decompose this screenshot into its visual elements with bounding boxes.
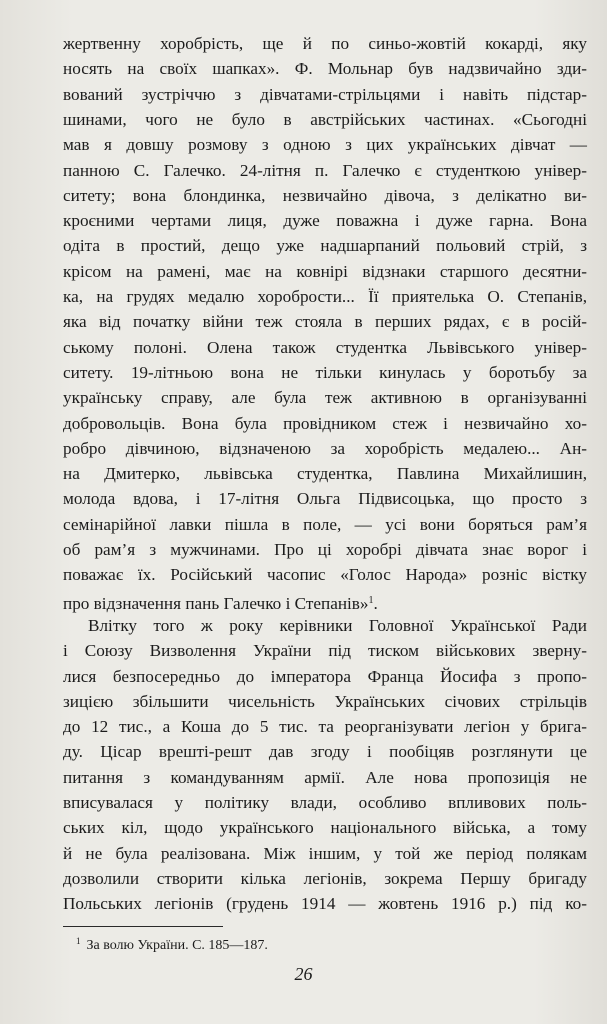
text-line: ка, на грудях медалю хоробрости... Її приятелька О. Степанів,: [63, 287, 587, 306]
text-line: й не була реалізована. Між іншим, у той же період полякам: [63, 843, 587, 863]
text-line: ситету. 19-літньою вона не тільки кинулась у боротьбу за: [63, 362, 587, 382]
text-line: поважає їх. Російський часопис «Голос Народа» розніс вістку: [63, 565, 587, 585]
page-number: 26: [294, 963, 313, 984]
text-line: об рам’я з мужчинами. Про ці хоробрі дівчата знає ворог і: [63, 540, 587, 559]
text-line: одіта в простий, дещо уже надшарпаний польовий стрій, з: [63, 236, 587, 256]
text-line: до 12 тис., а Коша до 5 тис. та реорганізувати легіон у брига-: [63, 717, 587, 737]
text-line: Польських легіонів (грудень 1914 — жовтень 1916 р.) під ко-: [63, 894, 587, 914]
text-line: крісом на рамені, має на ковнірі відзнаки старшого десятни-: [63, 261, 587, 281]
text-line: Влітку того ж року керівники Головної Української Ради: [88, 615, 587, 635]
text-line: панною С. Галечко. 24-літня п. Галечко є студенткою універ-: [63, 160, 587, 180]
text-line: добровольців. Вона була провідником стеж і незвичайно хо-: [63, 413, 587, 433]
text-line: ському полоні. Олена також студентка Львівського універ-: [63, 337, 587, 357]
text-line: питання з командуванням армії. Але нова пропозиція не: [63, 767, 587, 787]
text-line: ситету; вона блондинка, незвичайно дівоча, з делікатно ви-: [63, 185, 587, 205]
text-line: лися безпосередньо до імператора Франца Йосифа з пропо-: [63, 666, 587, 686]
text-line: робро дівчиною, відзначеною за хоробрість медалею... Ан-: [63, 438, 587, 458]
text-line: яка від початку війни теж стояла в перших рядах, є в росій-: [63, 312, 587, 332]
text-line: і Союзу Визволення України під тиском військових зверну-: [63, 641, 587, 661]
text-line: носять на своїх шапках». Ф. Мольнар був надзвичайно зди-: [63, 59, 587, 79]
text-line: вписувалася у політику влади, особливо впливових поль-: [63, 793, 587, 812]
footnote-marker: 1: [76, 935, 81, 946]
text-line-end: [63, 589, 587, 616]
text-line: українську справу, але була теж активною в організуванні: [63, 388, 587, 408]
paragraph-end-text: про відзначення пань Галечко і Степанів»: [63, 593, 369, 613]
footnote-reference: 1: [368, 594, 374, 606]
footnote: [76, 932, 268, 955]
footnote-divider: [63, 926, 223, 927]
text-line: шинами, чого не було в австрійських частинах. «Сьогодні: [63, 109, 587, 129]
text-line: ських кіл, щодо українського національного війська, а тому: [63, 818, 587, 838]
text-line: мав я довшу розмову з одною з цих українських дівчат —: [63, 135, 587, 155]
text-line: семінарійної лавки пішла в поле, — усі вони боряться рам’я: [63, 514, 587, 534]
text-line: зицією збільшити чисельність Українських січових стрільців: [63, 691, 587, 711]
paragraph-end-period: .: [373, 593, 378, 613]
text-line: жертвенну хоробрість, ще й по синьо-жовтій кокарді, яку: [63, 34, 587, 53]
text-line: дозволили створити кілька легіонів, зокрема Першу бригаду: [63, 868, 587, 888]
text-line: на Дмитерко, львівська студентка, Павлина Михайлишин,: [63, 464, 587, 484]
footnote-text: За волю України. С. 185—187.: [86, 937, 268, 953]
text-line: ду. Цісар врешті-решт дав згоду і пообіцяв розглянути це: [63, 742, 587, 762]
text-line: молода вдова, і 17-літня Ольга Підвисоцька, що просто з: [63, 489, 587, 509]
text-line: кроєними чертами лиця, дуже поважна і дуже гарна. Вона: [63, 211, 587, 231]
text-line: вований зустріччю з дівчатами-стрільцями і навіть підстар-: [63, 84, 587, 104]
